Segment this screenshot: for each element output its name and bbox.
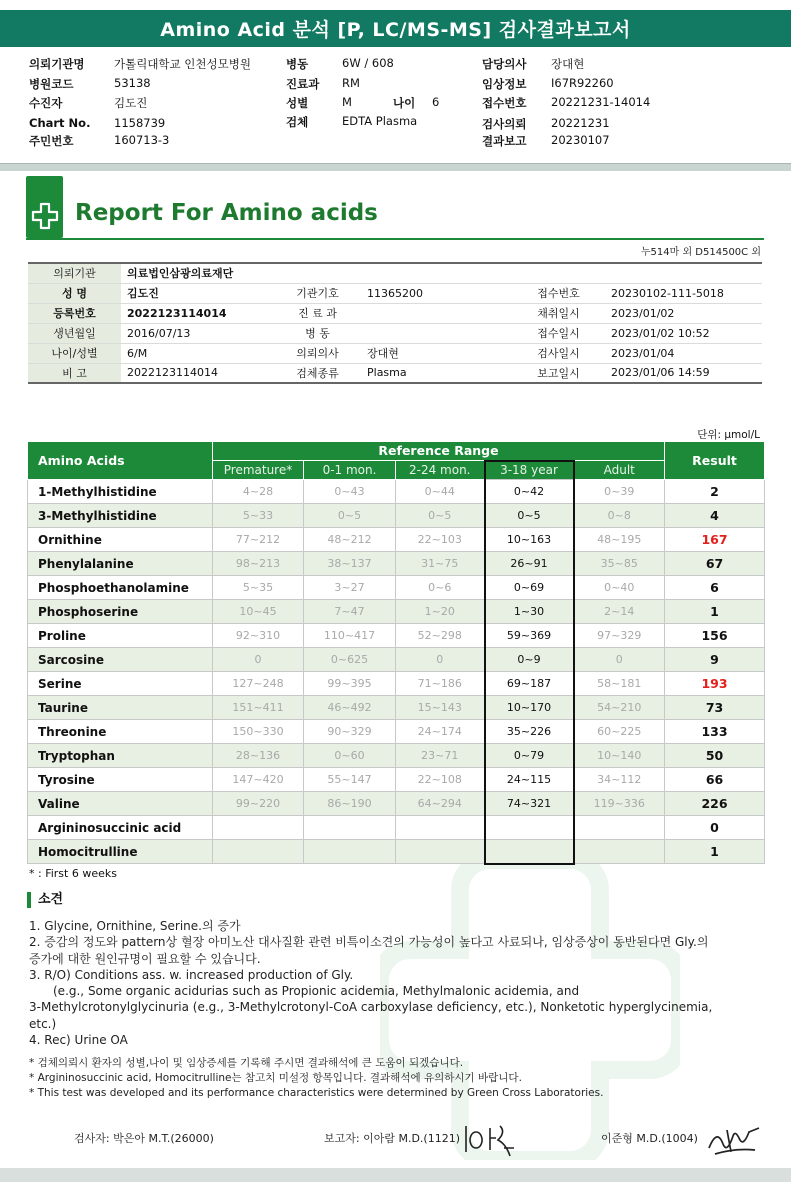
lab-logo	[26, 176, 63, 238]
info-row	[28, 283, 762, 303]
info-row	[28, 343, 762, 363]
patient-info-table	[28, 262, 762, 384]
amino-acid-name: Serine	[28, 672, 213, 696]
reference-range-cell	[485, 840, 574, 864]
header-label: Chart No.	[29, 116, 91, 130]
info-row	[28, 263, 762, 283]
info-value: 2022123114014	[121, 303, 274, 323]
header-label: 병원코드	[29, 77, 74, 91]
reference-range-cell: 15~143	[396, 696, 485, 720]
reference-range-cell: 0~8	[574, 504, 665, 528]
result-value: 73	[665, 696, 765, 720]
header-label: 담당의사	[482, 57, 527, 71]
reference-range-cell	[213, 840, 304, 864]
reference-range-cell: 0~9	[485, 648, 574, 672]
header-label: 검사의뢰	[482, 117, 527, 131]
header-value: 20221231	[551, 116, 610, 130]
reference-range-cell: 0~40	[574, 576, 665, 600]
reference-range-cell	[574, 816, 665, 840]
reference-range-cell: 110~417	[304, 624, 396, 648]
reference-range-cell: 0~5	[304, 504, 396, 528]
info-key: 검체종류	[274, 363, 361, 383]
result-value: 4	[665, 504, 765, 528]
info-value: 2023/01/02 10:52	[605, 323, 762, 343]
doctor-handwritten-signature	[705, 1122, 763, 1158]
reference-range-cell: 3~27	[304, 576, 396, 600]
table-row	[28, 816, 765, 840]
info-value: 2023/01/04	[605, 343, 762, 363]
amino-acid-name: Phosphoserine	[28, 600, 213, 624]
info-row	[28, 323, 762, 343]
reference-range-cell: 5~33	[213, 504, 304, 528]
reference-range-cell: 98~213	[213, 552, 304, 576]
reference-range-cell: 7~47	[304, 600, 396, 624]
result-value: 1	[665, 840, 765, 864]
info-key: 나이/성별	[28, 343, 121, 363]
header-value: RM	[342, 76, 360, 90]
info-value: Plasma	[361, 363, 512, 383]
amino-acid-name: Proline	[28, 624, 213, 648]
header-label: 임상정보	[482, 77, 527, 91]
result-value: 6	[665, 576, 765, 600]
info-key: 검사일시	[512, 343, 605, 363]
result-value: 9	[665, 648, 765, 672]
info-row	[28, 303, 762, 323]
findings-text	[29, 918, 769, 1048]
reference-range-cell: 0~42	[485, 480, 574, 504]
table-row	[28, 768, 765, 792]
result-value: 226	[665, 792, 765, 816]
reference-range-cell: 90~329	[304, 720, 396, 744]
amino-acid-name: 3-Methylhistidine	[28, 504, 213, 528]
findings-heading: 소견	[27, 892, 63, 908]
reference-range-cell: 4~28	[213, 480, 304, 504]
findings-line: 1. Glycine, Ornithine, Serine.의 증가	[29, 919, 241, 933]
header-value: 20230107	[551, 133, 610, 147]
header-value: 김도진	[114, 96, 148, 110]
amino-acid-name: Phosphoethanolamine	[28, 576, 213, 600]
header-value: 장대현	[551, 57, 585, 71]
reference-range-cell: 60~225	[574, 720, 665, 744]
reference-range-cell	[396, 840, 485, 864]
findings-line: (e.g., Some organic acidurias such as Propionic acidemia, Methylmalonic acidemia, and	[53, 984, 580, 999]
reference-range-cell: 74~321	[485, 792, 574, 816]
header-value: EDTA Plasma	[342, 114, 418, 128]
table-row	[28, 480, 765, 504]
reference-range-cell: 22~103	[396, 528, 485, 552]
header-label: 병동	[286, 57, 309, 71]
info-value: 김도진	[121, 283, 274, 303]
header-label: 결과보고	[482, 134, 527, 148]
reference-range-cell: 71~186	[396, 672, 485, 696]
reference-range-cell: 150~330	[213, 720, 304, 744]
info-value: 2016/07/13	[121, 323, 274, 343]
report-code: 누514마 외 D514500C 외	[640, 247, 761, 258]
amino-acid-name: Homocitrulline	[28, 840, 213, 864]
unit-label: 단위: μmol/L	[697, 429, 760, 441]
info-key: 진 료 과	[274, 303, 361, 323]
note-line: * This test was developed and its performance characteristics were determined by Green Cross Laboratories.	[29, 1087, 604, 1099]
reporter-handwritten-signature	[460, 1118, 520, 1160]
info-row	[28, 363, 762, 383]
section-divider	[0, 163, 791, 171]
reference-range-cell	[304, 840, 396, 864]
reference-range-cell: 0~43	[304, 480, 396, 504]
reference-range-cell: 22~108	[396, 768, 485, 792]
result-value: 133	[665, 720, 765, 744]
reference-range-cell: 1~20	[396, 600, 485, 624]
findings-line: 2. 증감의 정도와 pattern상 혈장 아미노산 대사질환 관련 비특이소견의 가능성이 높다고 사료되나, 임상증상이 동반된다면 Gly.의	[29, 935, 709, 950]
reference-range-cell: 5~35	[213, 576, 304, 600]
reference-range-cell: 1~30	[485, 600, 574, 624]
findings-line: 3. R/O) Conditions ass. w. increased production of Gly.	[29, 967, 354, 982]
reference-range-cell: 24~174	[396, 720, 485, 744]
header-label: 수진자	[29, 96, 63, 110]
document-title: Amino Acid 분석 [P, LC/MS-MS] 검사결과보고서	[0, 10, 791, 47]
reference-range-cell: 99~220	[213, 792, 304, 816]
reference-range-cell: 119~336	[574, 792, 665, 816]
table-row	[28, 720, 765, 744]
result-value: 0	[665, 816, 765, 840]
reference-range-cell: 0~5	[396, 504, 485, 528]
info-value: 20230102-111-5018	[605, 283, 762, 303]
header-label: 진료과	[286, 77, 320, 91]
header-label: 접수번호	[482, 96, 527, 110]
amino-acid-name: Phenylalanine	[28, 552, 213, 576]
column-header-reference-range: Reference Range	[213, 442, 665, 461]
header-value: 6	[432, 95, 440, 109]
result-value: 67	[665, 552, 765, 576]
reference-range-cell: 35~226	[485, 720, 574, 744]
subheader-2-24-mon: 2-24 mon.	[396, 461, 485, 480]
result-value: 156	[665, 624, 765, 648]
reference-range-cell	[396, 816, 485, 840]
info-value: 의료법인삼광의료재단	[121, 263, 762, 283]
reference-range-cell: 0~39	[574, 480, 665, 504]
subheader-3-18-year: 3-18 year	[485, 461, 574, 480]
info-key: 접수번호	[512, 283, 605, 303]
reference-range-cell: 0~44	[396, 480, 485, 504]
reference-range-cell: 151~411	[213, 696, 304, 720]
reference-range-cell: 92~310	[213, 624, 304, 648]
info-value: 장대현	[361, 343, 512, 363]
header-value: I67R92260	[551, 76, 614, 90]
header-label: 성별	[286, 96, 309, 110]
info-key: 기관기호	[274, 283, 361, 303]
reference-range-cell: 59~369	[485, 624, 574, 648]
result-value: 2	[665, 480, 765, 504]
table-row	[28, 696, 765, 720]
info-key: 의뢰의사	[274, 343, 361, 363]
result-value: 1	[665, 600, 765, 624]
reference-range-cell: 52~298	[396, 624, 485, 648]
reference-range-cell: 64~294	[396, 792, 485, 816]
header-value: 53138	[114, 76, 151, 90]
reference-range-cell: 99~395	[304, 672, 396, 696]
note-line: * 검체의뢰시 환자의 성별,나이 및 임상증세를 기록해 주시면 결과해석에 큰 도움이 되겠습니다.	[29, 1057, 464, 1069]
table-row	[28, 600, 765, 624]
result-value: 167	[665, 528, 765, 552]
reference-range-cell: 0~5	[485, 504, 574, 528]
reference-range-cell: 0	[213, 648, 304, 672]
reference-range-cell: 86~190	[304, 792, 396, 816]
subheader-adult: Adult	[574, 461, 665, 480]
header-value: M	[342, 95, 352, 109]
header-value: 1158739	[114, 116, 166, 130]
findings-line: 증가에 대한 원인규명이 필요할 수 있습니다.	[29, 951, 261, 966]
reference-range-cell: 69~187	[485, 672, 574, 696]
reference-range-cell: 35~85	[574, 552, 665, 576]
findings-line: 4. Rec) Urine OA	[29, 1033, 128, 1048]
header-info	[0, 56, 791, 152]
info-key: 성 명	[28, 283, 121, 303]
amino-acid-name: Ornithine	[28, 528, 213, 552]
reference-range-cell: 97~329	[574, 624, 665, 648]
header-label: 주민번호	[29, 134, 74, 148]
result-value: 193	[665, 672, 765, 696]
reference-range-cell: 10~140	[574, 744, 665, 768]
reference-range-cell: 10~163	[485, 528, 574, 552]
table-row	[28, 504, 765, 528]
subheader-premature: Premature*	[213, 461, 304, 480]
column-header-result: Result	[665, 442, 765, 480]
header-value: 160713-3	[114, 133, 170, 147]
findings-line: etc.)	[29, 1016, 57, 1031]
info-key: 접수일시	[512, 323, 605, 343]
reference-range-cell: 23~71	[396, 744, 485, 768]
table-row	[28, 576, 765, 600]
subheader-0-1-mon: 0-1 mon.	[304, 461, 396, 480]
reference-range-cell: 28~136	[213, 744, 304, 768]
tester-signature: 검사자: 박은아 M.T.(26000)	[74, 1132, 214, 1145]
table-row	[28, 528, 765, 552]
reference-range-cell: 46~492	[304, 696, 396, 720]
result-value: 66	[665, 768, 765, 792]
reference-range-cell: 0~625	[304, 648, 396, 672]
reference-range-cell: 10~170	[485, 696, 574, 720]
info-value	[361, 303, 512, 323]
reference-range-cell: 2~14	[574, 600, 665, 624]
cross-icon	[31, 202, 59, 230]
amino-acid-name: Sarcosine	[28, 648, 213, 672]
disclaimer-notes	[29, 1056, 603, 1101]
reference-range-cell: 10~45	[213, 600, 304, 624]
report-title-rule	[26, 238, 764, 240]
reference-range-cell: 31~75	[396, 552, 485, 576]
reference-range-cell: 0~69	[485, 576, 574, 600]
page-bottom-bar	[0, 1168, 791, 1182]
info-value: 2022123114014	[121, 363, 274, 383]
doctor-signature: 이준형 M.D.(1004)	[601, 1132, 698, 1145]
column-header-amino-acids: Amino Acids	[28, 442, 213, 480]
info-value	[361, 323, 512, 343]
amino-acid-name: Tryptophan	[28, 744, 213, 768]
reference-range-cell: 0~79	[485, 744, 574, 768]
reference-range-cell: 0~6	[396, 576, 485, 600]
table-row	[28, 744, 765, 768]
table-row	[28, 840, 765, 864]
header-label: 의뢰기관명	[29, 57, 85, 71]
reference-range-cell: 48~212	[304, 528, 396, 552]
amino-acid-name: Threonine	[28, 720, 213, 744]
reference-range-cell: 77~212	[213, 528, 304, 552]
amino-acid-name: Argininosuccinic acid	[28, 816, 213, 840]
reference-range-cell: 0~60	[304, 744, 396, 768]
info-value: 2023/01/06 14:59	[605, 363, 762, 383]
report-title: Report For Amino acids	[75, 200, 378, 226]
reference-range-cell: 38~137	[304, 552, 396, 576]
reference-range-cell: 26~91	[485, 552, 574, 576]
header-label: 검체	[286, 115, 309, 129]
reference-range-cell: 0	[396, 648, 485, 672]
reporter-signature: 보고자: 이아람 M.D.(1121)	[324, 1132, 460, 1145]
info-key: 보고일시	[512, 363, 605, 383]
header-value: 20221231-14014	[551, 95, 651, 109]
reference-range-cell: 54~210	[574, 696, 665, 720]
header-value: 가톨릭대학교 인천성모병원	[114, 57, 251, 71]
reference-range-cell	[574, 840, 665, 864]
info-value: 2023/01/02	[605, 303, 762, 323]
info-key: 병 동	[274, 323, 361, 343]
amino-acid-name: Taurine	[28, 696, 213, 720]
reference-range-cell: 24~115	[485, 768, 574, 792]
table-row	[28, 672, 765, 696]
info-key: 등록번호	[28, 303, 121, 323]
table-row	[28, 552, 765, 576]
findings-line: 3-Methylcrotonylglycinuria (e.g., 3-Methylcrotonyl-CoA carboxylase deficiency, etc.), Nonketotic hyperglycinemia,	[29, 1000, 713, 1015]
header-value: 6W / 608	[342, 56, 394, 70]
info-value: 6/M	[121, 343, 274, 363]
reference-range-cell	[213, 816, 304, 840]
info-key: 비 고	[28, 363, 121, 383]
reference-range-cell	[485, 816, 574, 840]
table-footnote: * : First 6 weeks	[29, 867, 117, 880]
reference-range-cell: 127~248	[213, 672, 304, 696]
amino-acid-name: 1-Methylhistidine	[28, 480, 213, 504]
amino-acid-table	[27, 441, 765, 865]
table-row	[28, 624, 765, 648]
header-label: 나이	[393, 96, 416, 110]
reference-range-cell: 48~195	[574, 528, 665, 552]
table-row	[28, 648, 765, 672]
info-key: 의뢰기관	[28, 263, 121, 283]
info-value: 11365200	[361, 283, 512, 303]
reference-range-cell: 58~181	[574, 672, 665, 696]
reference-range-cell: 55~147	[304, 768, 396, 792]
reference-range-cell	[304, 816, 396, 840]
reference-range-cell: 0	[574, 648, 665, 672]
reference-range-cell: 147~420	[213, 768, 304, 792]
amino-acid-name: Tyrosine	[28, 768, 213, 792]
table-row	[28, 792, 765, 816]
info-key: 채취일시	[512, 303, 605, 323]
amino-acid-name: Valine	[28, 792, 213, 816]
reference-range-cell: 34~112	[574, 768, 665, 792]
info-key: 생년월일	[28, 323, 121, 343]
note-line: * Argininosuccinic acid, Homocitrulline는 참고치 미설정 항목입니다. 결과해석에 유의하시기 바랍니다.	[29, 1072, 522, 1084]
result-value: 50	[665, 744, 765, 768]
